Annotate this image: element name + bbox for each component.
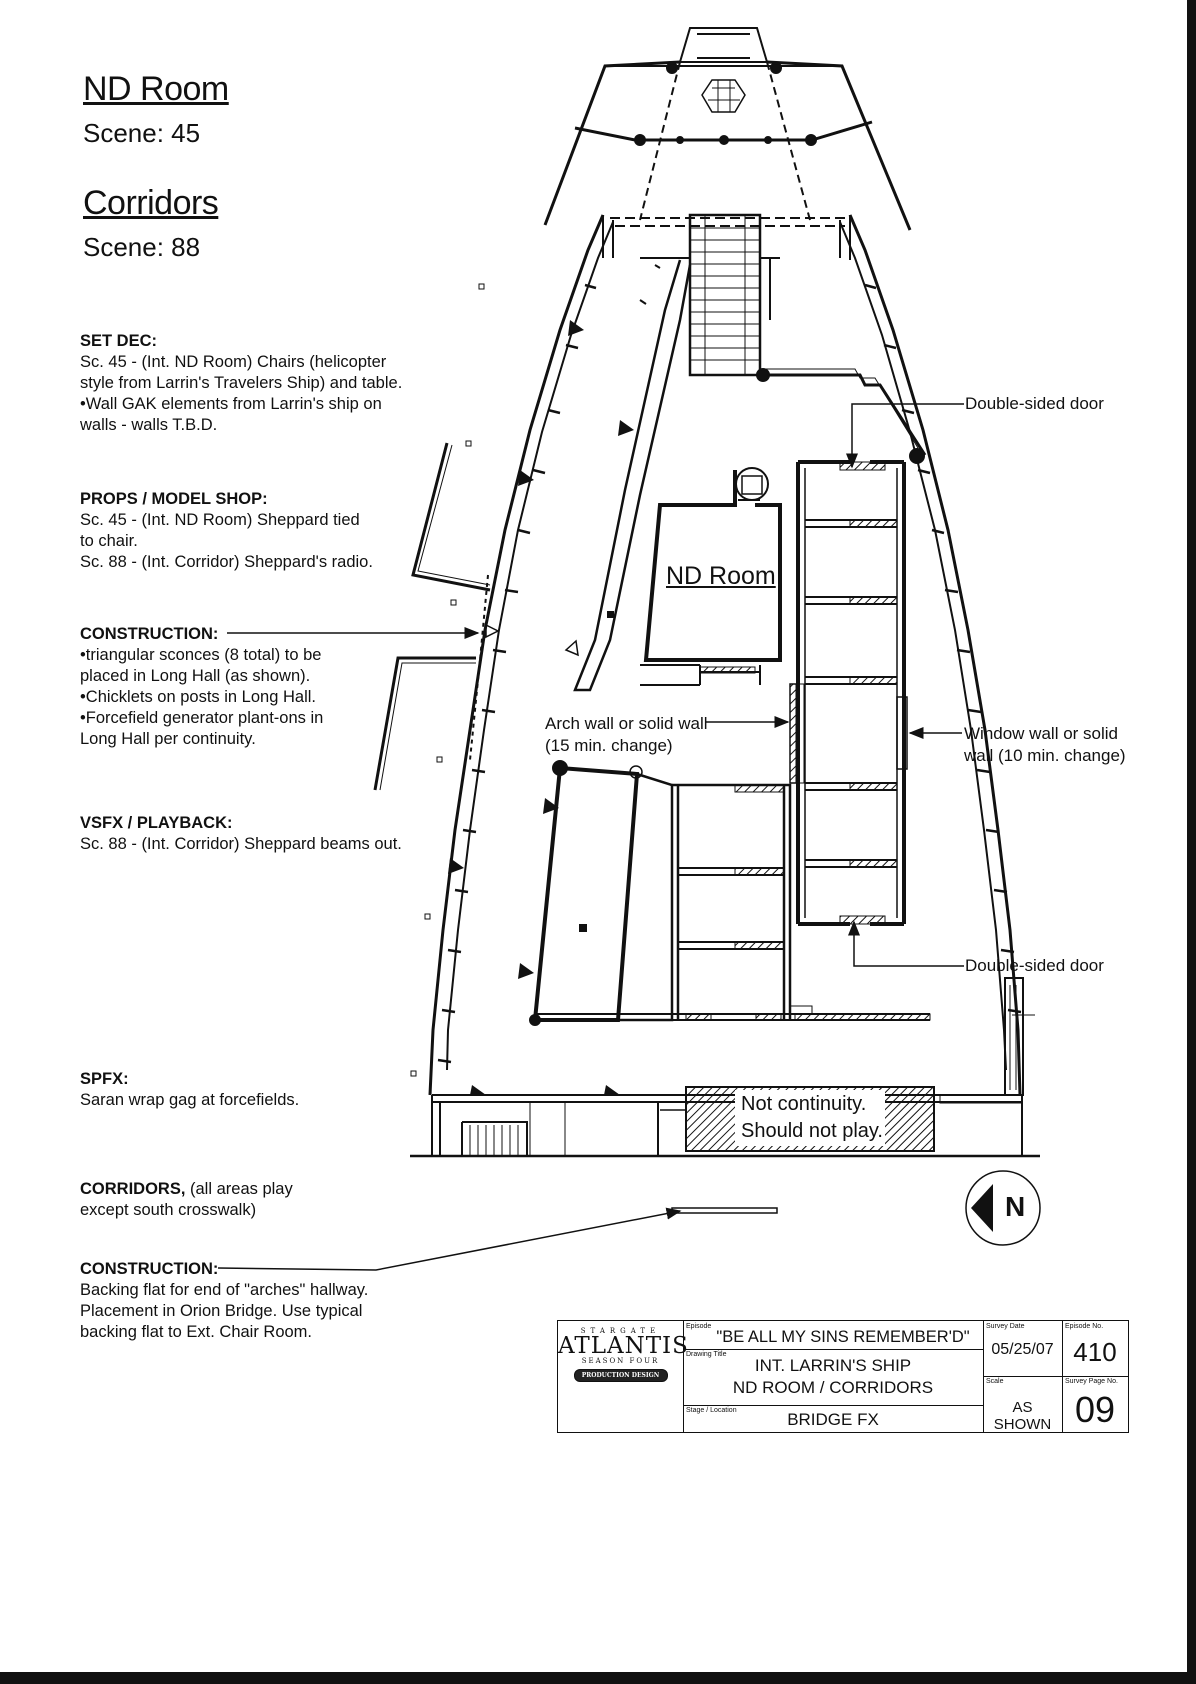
not-continuity-label-2: Should not play. xyxy=(741,1120,883,1142)
stage-value: BRIDGE FX xyxy=(787,1410,879,1429)
north-arrow xyxy=(966,1171,1040,1245)
construction2-line: backing flat to Ext. Chair Room. xyxy=(80,1323,313,1341)
corridors-notes-header: CORRIDORS, xyxy=(80,1180,186,1198)
set-dec-line: style from Larrin's Travelers Ship) and table. xyxy=(80,374,403,392)
backing-flat-left xyxy=(375,284,498,1076)
props-line: Sc. 45 - (Int. ND Room) Sheppard tied xyxy=(80,511,360,529)
corridors-scene: Scene: 88 xyxy=(83,232,201,262)
title-block xyxy=(557,1320,1129,1433)
spfx-header: SPFX: xyxy=(80,1070,129,1088)
spfx-line: Saran wrap gag at forcefields. xyxy=(80,1091,300,1109)
logo-line: PRODUCTION DESIGN xyxy=(574,1369,668,1382)
hull-walls xyxy=(430,215,1021,1095)
drawing-title-label: Drawing Title xyxy=(686,1351,727,1358)
construction-header: CONSTRUCTION: xyxy=(80,625,219,643)
nd-room-scene: Scene: 45 xyxy=(83,118,201,148)
episode-title: "BE ALL MY SINS REMEMBER'D" xyxy=(716,1328,970,1346)
construction-line: •triangular sconces (8 total) to be xyxy=(80,646,322,664)
construction2-line: Backing flat for end of "arches" hallway. xyxy=(80,1281,369,1299)
bow-structure xyxy=(545,28,910,230)
stage-label: Stage / Location xyxy=(686,1407,737,1414)
props-line: to chair. xyxy=(80,532,138,550)
set-dec-line: walls - walls T.B.D. xyxy=(80,416,218,434)
drawing-title-2: ND ROOM / CORRIDORS xyxy=(732,1378,934,1397)
vsfx-header: VSFX / PLAYBACK: xyxy=(80,814,233,832)
episode-no: 410 xyxy=(1073,1337,1117,1367)
set-dec-line: •Wall GAK elements from Larrin's ship on xyxy=(80,395,382,413)
episode-no-label: Episode No. xyxy=(1065,1323,1104,1330)
page-no-label: Survey Page No. xyxy=(1065,1378,1118,1385)
upper-corridor xyxy=(790,462,907,924)
construction2-line: Placement in Orion Bridge. Use typical xyxy=(80,1302,363,1320)
atlantis-logo xyxy=(558,1321,689,1432)
door-bottom-label: Double-sided door xyxy=(965,956,1104,975)
scan-edge-bottom xyxy=(0,1672,1196,1684)
lower-rooms xyxy=(530,761,930,1025)
set-dec-line: Sc. 45 - (Int. ND Room) Chairs (helicopter xyxy=(80,353,387,371)
arch-wall-label-2: (15 min. change) xyxy=(545,736,673,755)
construction-line: placed in Long Hall (as shown). xyxy=(80,667,311,685)
backing-flat-bottom xyxy=(672,1208,777,1213)
page-no: 09 xyxy=(1074,1389,1116,1430)
window-wall-label-2: wall (10 min. change) xyxy=(964,746,1126,765)
props-header: PROPS / MODEL SHOP: xyxy=(80,490,268,508)
construction2-header: CONSTRUCTION: xyxy=(80,1260,219,1278)
south-crosswalk xyxy=(410,1087,1040,1156)
logo-line: ATLANTIS xyxy=(558,1333,689,1359)
arch-wall-label: Arch wall or solid wall xyxy=(545,714,708,733)
long-hall-walls xyxy=(566,260,690,690)
scale-value: AS SHOWN xyxy=(993,1399,1052,1433)
corridors-notes-header-rest: (all areas play xyxy=(185,1180,293,1198)
vsfx-line: Sc. 88 - (Int. Corridor) Sheppard beams out. xyxy=(80,835,402,853)
logo-line: SEASON FOUR xyxy=(581,1357,660,1365)
nd-room-plan-label: ND Room xyxy=(666,562,776,590)
survey-date: 05/25/07 xyxy=(991,1341,1054,1358)
window-wall-label: Window wall or solid xyxy=(964,724,1118,743)
north-letter: N xyxy=(1005,1191,1026,1222)
not-continuity-label: Not continuity. xyxy=(741,1093,867,1115)
logo-line: STARGATE xyxy=(580,1327,661,1335)
scale-label: Scale xyxy=(986,1378,1004,1385)
corridors-heading: Corridors xyxy=(83,184,219,222)
drawing-title-1: INT. LARRIN'S SHIP xyxy=(754,1356,912,1375)
construction-line: •Forcefield generator plant-ons in xyxy=(80,709,324,727)
nd-room-heading: ND Room xyxy=(83,70,229,108)
scan-edge-right xyxy=(1187,0,1196,1684)
survey-date-label: Survey Date xyxy=(986,1323,1025,1330)
props-line: Sc. 88 - (Int. Corridor) Sheppard's radio. xyxy=(80,553,373,571)
construction-line: Long Hall per continuity. xyxy=(80,730,256,748)
episode-label: Episode xyxy=(686,1323,712,1330)
set-dec-header: SET DEC: xyxy=(80,332,158,350)
door-top-label: Double-sided door xyxy=(965,394,1104,413)
corridors-line: except south crosswalk) xyxy=(80,1201,257,1219)
construction-line: •Chicklets on posts in Long Hall. xyxy=(80,688,316,706)
